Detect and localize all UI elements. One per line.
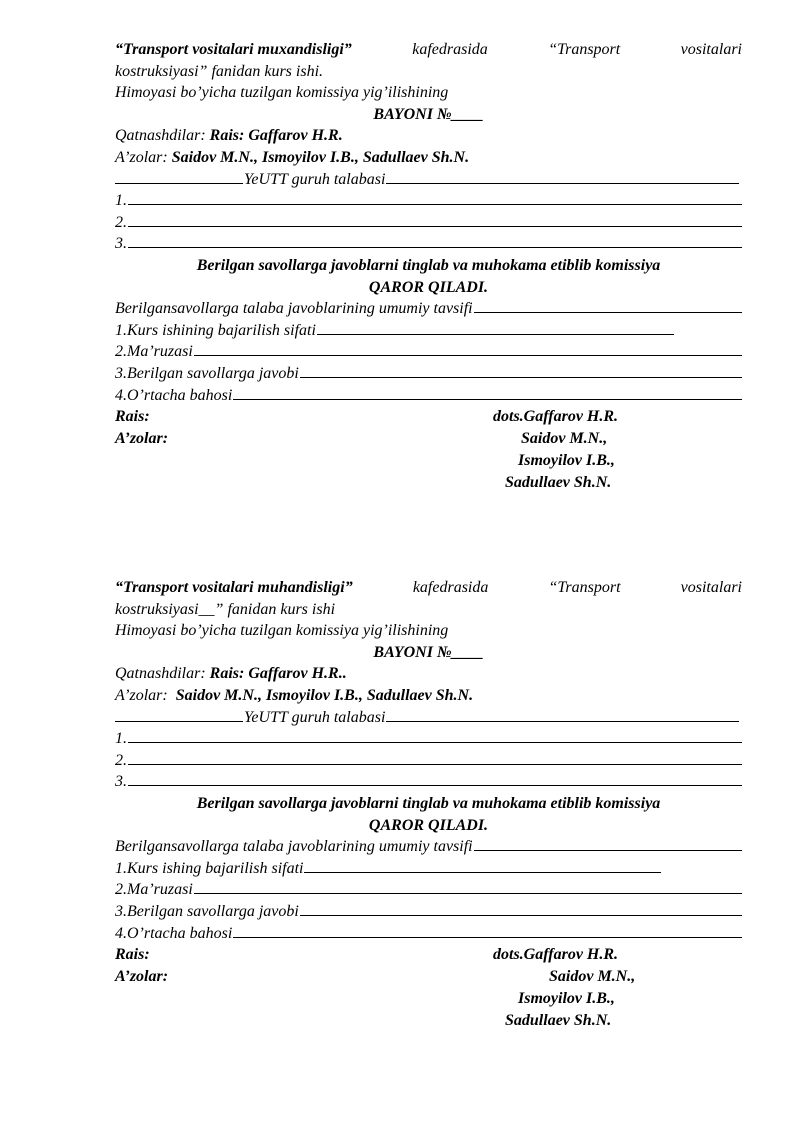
chair-name: Rais: Gaffarov H.R.. bbox=[209, 665, 347, 683]
summary-line bbox=[115, 836, 742, 858]
report-line bbox=[115, 879, 742, 901]
quality-label: 1.Kurs ishing bajarilish sifati bbox=[115, 859, 304, 877]
quality-line bbox=[115, 320, 742, 342]
header-word: vositalari bbox=[680, 579, 742, 596]
question-number: 2. bbox=[115, 213, 127, 231]
summary-label: Berilgansavollarga talaba javoblarining umumiy tavsifi bbox=[115, 300, 473, 318]
group-label: YeUTT guruh talabasi bbox=[244, 708, 386, 726]
header-word: “Transport bbox=[548, 579, 621, 596]
group-blank[interactable] bbox=[115, 169, 243, 184]
azolar-label: A’zolar: bbox=[115, 968, 169, 985]
header-line-1 bbox=[115, 577, 742, 599]
grade-blank[interactable] bbox=[233, 385, 742, 400]
student-name-blank[interactable] bbox=[386, 707, 739, 722]
header-line-2: kostruksiyasi” fanidan kurs ishi. bbox=[115, 62, 324, 80]
attendees-line bbox=[115, 125, 742, 147]
summary-line bbox=[115, 298, 742, 320]
group-student-line bbox=[115, 169, 742, 191]
rais-label: Rais: bbox=[115, 946, 150, 963]
grade-line bbox=[115, 385, 742, 407]
question-blank[interactable] bbox=[128, 190, 742, 205]
question-blank[interactable] bbox=[128, 233, 742, 248]
group-student-line bbox=[115, 707, 742, 729]
group-label: YeUTT guruh talabasi bbox=[244, 170, 386, 188]
grade-label: 4.O’rtacha bahosi bbox=[115, 924, 233, 942]
quality-blank[interactable] bbox=[317, 320, 674, 335]
decision-heading: Berilgan savollarga javoblarni tinglab va muhokama etiblib komissiya bbox=[196, 256, 661, 274]
department-name: “Transport vositalari muxandisligi” bbox=[115, 41, 352, 58]
members-line bbox=[115, 685, 742, 707]
member-name: Ismoyilov I.B., bbox=[518, 990, 615, 1007]
answers-label: 3.Berilgan savollarga javobi bbox=[115, 902, 299, 920]
question-line bbox=[115, 771, 742, 793]
commission-line: Himoyasi bo’yicha tuzilgan komissiya yig’ilishining bbox=[115, 84, 449, 102]
grade-label: 4.O’rtacha bahosi bbox=[115, 386, 233, 404]
summary-blank[interactable] bbox=[474, 298, 742, 313]
department-name: “Transport vositalari muhandisligi” bbox=[115, 579, 353, 596]
question-line bbox=[115, 212, 742, 234]
header-line-1 bbox=[115, 39, 742, 61]
attendees-label: Qatnashdilar: bbox=[115, 127, 210, 145]
members-label: A’zolar: bbox=[115, 148, 172, 166]
members-names: Saidov M.N., Ismoyilov I.B., Sadullaev Sh.N. bbox=[175, 686, 474, 704]
grade-blank[interactable] bbox=[233, 923, 742, 938]
question-number: 1. bbox=[115, 730, 127, 748]
rais-label: Rais: bbox=[115, 408, 150, 425]
member-name: Ismoyilov I.B., bbox=[518, 452, 615, 469]
protocol-form-2 bbox=[115, 577, 742, 1029]
decision-title: QAROR QILADI. bbox=[368, 278, 489, 296]
question-number: 3. bbox=[115, 773, 127, 791]
question-number: 3. bbox=[115, 235, 127, 253]
summary-blank[interactable] bbox=[474, 836, 742, 851]
answers-label: 3.Berilgan savollarga javobi bbox=[115, 364, 299, 382]
member-name: Sadullaev Sh.N. bbox=[505, 474, 612, 491]
protocol-title: BAYONI №____ bbox=[373, 105, 484, 123]
member-name: Saidov M.N., bbox=[521, 430, 608, 447]
commission-line: Himoyasi bo’yicha tuzilgan komissiya yig’ilishining bbox=[115, 622, 449, 640]
rais-name: dots.Gaffarov H.R. bbox=[493, 408, 619, 425]
report-line bbox=[115, 341, 742, 363]
header-word: kafedrasida bbox=[412, 41, 488, 58]
report-blank[interactable] bbox=[194, 879, 742, 894]
group-blank[interactable] bbox=[115, 707, 243, 722]
quality-blank[interactable] bbox=[304, 858, 661, 873]
question-blank[interactable] bbox=[128, 771, 742, 786]
attendees-label: Qatnashdilar: bbox=[115, 665, 210, 683]
report-blank[interactable] bbox=[194, 341, 742, 356]
decision-heading: Berilgan savollarga javoblarni tinglab va muhokama etiblib komissiya bbox=[196, 794, 661, 812]
question-line bbox=[115, 750, 742, 772]
protocol-title: BAYONI №____ bbox=[373, 643, 484, 661]
answers-line bbox=[115, 363, 742, 385]
members-names: Saidov M.N., Ismoyilov I.B., Sadullaev Sh.N. bbox=[171, 148, 470, 166]
members-label: A’zolar: bbox=[115, 686, 176, 704]
report-label: 2.Ma’ruzasi bbox=[115, 881, 193, 899]
question-number: 2. bbox=[115, 751, 127, 769]
grade-line bbox=[115, 923, 742, 945]
member-name: Saidov M.N., bbox=[549, 968, 636, 985]
header-word: vositalari bbox=[680, 41, 742, 58]
quality-line bbox=[115, 858, 742, 880]
header-line-2: kostruksiyasi__” fanidan kurs ishi bbox=[115, 600, 336, 618]
summary-label: Berilgansavollarga talaba javoblarining umumiy tavsifi bbox=[115, 838, 473, 856]
report-label: 2.Ma’ruzasi bbox=[115, 343, 193, 361]
answers-blank[interactable] bbox=[300, 901, 742, 916]
header-word: “Transport bbox=[548, 41, 621, 58]
student-name-blank[interactable] bbox=[386, 169, 739, 184]
question-line bbox=[115, 233, 742, 255]
question-blank[interactable] bbox=[128, 728, 742, 743]
question-number: 1. bbox=[115, 192, 127, 210]
question-line bbox=[115, 728, 742, 750]
decision-title: QAROR QILADI. bbox=[368, 816, 489, 834]
header-word: kafedrasida bbox=[412, 579, 489, 596]
rais-name: dots.Gaffarov H.R. bbox=[493, 946, 619, 963]
member-name: Sadullaev Sh.N. bbox=[505, 1012, 612, 1029]
members-line bbox=[115, 147, 742, 169]
protocol-form-1 bbox=[115, 39, 742, 491]
answers-blank[interactable] bbox=[300, 363, 742, 378]
answers-line bbox=[115, 901, 742, 923]
quality-label: 1.Kurs ishining bajarilish sifati bbox=[115, 321, 316, 339]
azolar-label: A’zolar: bbox=[115, 430, 169, 447]
question-blank[interactable] bbox=[128, 750, 742, 765]
question-line bbox=[115, 190, 742, 212]
question-blank[interactable] bbox=[128, 212, 742, 227]
chair-name: Rais: Gaffarov H.R. bbox=[209, 127, 343, 145]
attendees-line bbox=[115, 663, 742, 685]
